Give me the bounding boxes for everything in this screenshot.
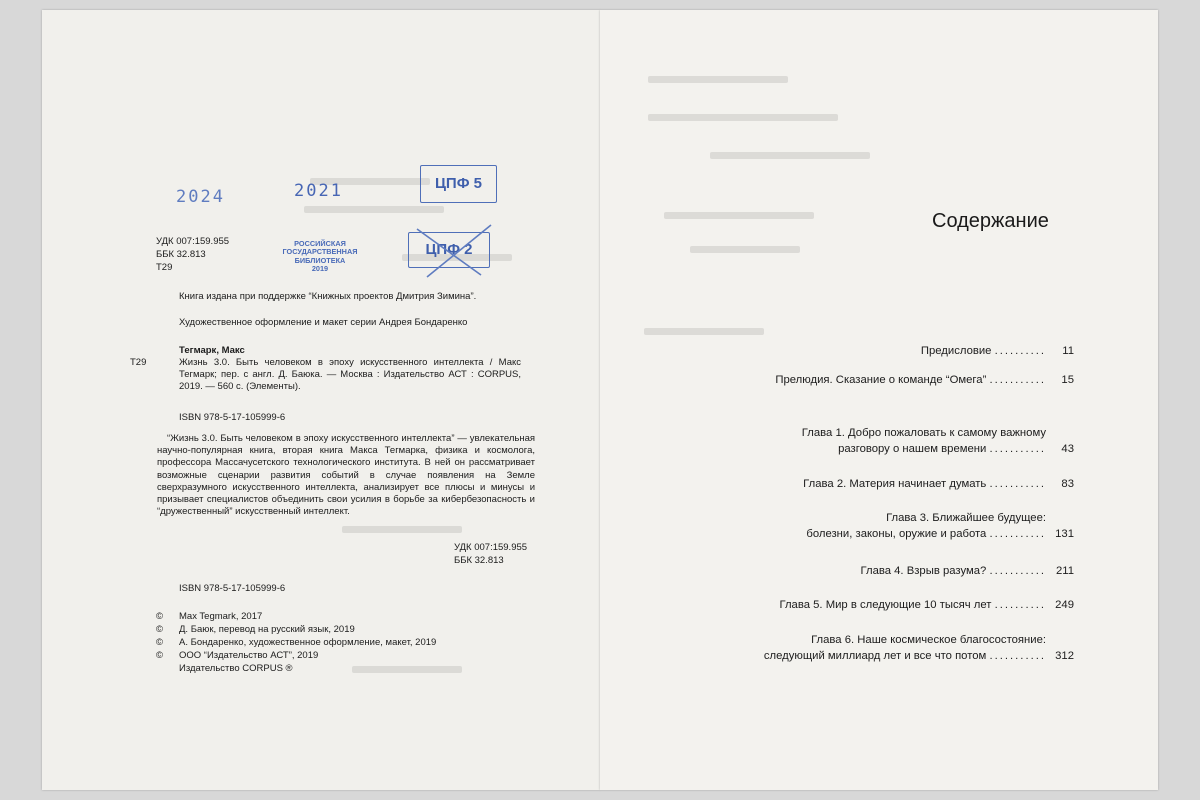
series-design-credit: Художественное оформление и макет серии Андрея Бондаренко	[179, 317, 468, 328]
toc-entry-title: болезни, законы, оружие и работа	[806, 528, 987, 540]
toc-page-number: 83	[1061, 478, 1074, 490]
toc-entry-title: Глава 3. Ближайшее будущее:	[886, 512, 1046, 524]
toc-page-number: 211	[1055, 565, 1074, 577]
copyright-line: Max Tegmark, 2017	[179, 611, 263, 622]
show-through-text	[648, 76, 788, 83]
toc-title: Содержание	[932, 210, 1049, 232]
bbk-code: ББК 32.813	[454, 555, 504, 566]
copyright-symbol: ©	[156, 624, 163, 635]
toc-entry	[764, 648, 1074, 664]
toc-leader: ...........	[989, 650, 1046, 662]
toc-entry	[806, 526, 1074, 542]
library-stamp-line: ГОСУДАРСТВЕННАЯ	[282, 247, 358, 257]
isbn: ISBN 978-5-17-105999-6	[179, 583, 286, 594]
copyright-symbol: ©	[156, 650, 163, 661]
toc-page-number: 11	[1062, 345, 1074, 357]
show-through-text	[304, 206, 444, 213]
toc-entry-title: следующий миллиард лет и все что потом	[763, 650, 987, 662]
left-page	[42, 10, 600, 790]
bibliographic-entry: Жизнь 3.0. Быть человеком в эпоху искусственного интеллекта / Макс Тегмарк; пер. с англ. Д. Баюка. — Москва : Издательство АСТ : CORPUS, 2019. — 560 с. (Элементы).	[179, 357, 521, 393]
copyright-line: Д. Баюк, перевод на русский язык, 2019	[179, 624, 355, 635]
toc-entry-line	[811, 632, 1046, 648]
copyright-line: ООО “Издательство АСТ”, 2019	[179, 650, 319, 661]
copyright-symbol: ©	[156, 637, 163, 648]
publisher-imprint: Издательство CORPUS ®	[179, 663, 293, 674]
cpf-stamp-crossed	[408, 232, 490, 268]
toc-leader: ...........	[989, 565, 1046, 577]
toc-page-number: 43	[1061, 443, 1074, 455]
toc-entry	[838, 441, 1074, 457]
year-stamp: 2024	[176, 187, 225, 207]
udk-code: УДК 007:159.955	[454, 542, 528, 553]
toc-entry-line	[886, 510, 1046, 526]
show-through-text	[648, 114, 838, 121]
isbn: ISBN 978-5-17-105999-6	[179, 412, 286, 423]
toc-leader: ...........	[989, 374, 1046, 386]
toc-entry-title: разговору о нашем времени	[838, 443, 987, 455]
toc-entry	[861, 563, 1075, 579]
toc-entry	[803, 476, 1074, 492]
year-stamp: 2021	[294, 181, 343, 201]
toc-entry	[775, 372, 1074, 388]
toc-entry-title: Прелюдия. Сказание о команде “Омега”	[775, 374, 987, 386]
toc-page-number: 312	[1055, 650, 1074, 662]
author-heading: Тегмарк, Макс	[179, 345, 245, 356]
toc-leader: ...........	[989, 478, 1046, 490]
entry-code: Т29	[130, 357, 147, 368]
show-through-text	[690, 246, 800, 253]
library-stamp-line: 2019	[311, 264, 329, 274]
toc-entry-title: Глава 1. Добро пожаловать к самому важному	[801, 427, 1046, 439]
toc-entry-title: Глава 5. Мир в следующие 10 тысяч лет	[779, 599, 992, 611]
annotation: “Жизнь 3.0. Быть человеком в эпоху искусственного интеллекта” — увлекательная научно-популярная книга, вторая книга Макса Тегмарка, физика и космолога, профессора Массачусетского технологического института. В ней он рассматривает возможные сценарии развития событий в случае появления на Земле сверхразумного искусственного интеллекта, анализирует все плюсы и минусы и призывает специалистов объединить свои усилия в борьбе за кибербезопасность и “дружественный” искусственный интеллект.	[157, 433, 535, 518]
toc-entry-title: Глава 2. Материя начинает думать	[803, 478, 987, 490]
toc-entry	[779, 597, 1074, 613]
library-stamp-line: БИБЛИОТЕКА	[294, 255, 346, 265]
show-through-text	[644, 328, 764, 335]
cpf-stamp-label: ЦПФ 2	[425, 241, 473, 258]
show-through-text	[352, 666, 462, 673]
toc-page-number: 131	[1055, 528, 1074, 540]
support-note: Книга издана при поддержке “Книжных проектов Дмитрия Зимина”.	[179, 291, 477, 302]
toc-entry-title: Предисловие	[920, 345, 992, 357]
cpf-stamp: ЦПФ 5	[420, 165, 497, 203]
cross-out-mark	[403, 219, 499, 281]
author-mark: Т29	[156, 262, 173, 273]
right-page	[600, 10, 1158, 790]
toc-leader: ..........	[994, 345, 1046, 357]
toc-leader: ..........	[994, 599, 1046, 611]
copyright-line: А. Бондаренко, художественное оформление, макет, 2019	[179, 637, 437, 648]
toc-entry-title: Глава 6. Наше космическое благосостояние:	[811, 634, 1046, 646]
bbk-code: ББК 32.813	[156, 249, 206, 260]
toc-entry-title: Глава 4. Взрыв разума?	[860, 565, 987, 577]
show-through-text	[664, 212, 814, 219]
toc-page-number: 15	[1061, 374, 1074, 386]
toc-entry-line	[802, 425, 1046, 441]
toc-entry	[921, 343, 1074, 359]
show-through-text	[342, 526, 462, 533]
show-through-text	[710, 152, 870, 159]
library-stamp	[270, 240, 370, 274]
library-stamp-line: РОССИЙСКАЯ	[294, 239, 346, 248]
copyright-symbol: ©	[156, 611, 163, 622]
toc-leader: ...........	[989, 528, 1046, 540]
udk-code: УДК 007:159.955	[156, 236, 230, 247]
toc-page-number: 249	[1055, 599, 1074, 611]
toc-leader: ...........	[989, 443, 1046, 455]
